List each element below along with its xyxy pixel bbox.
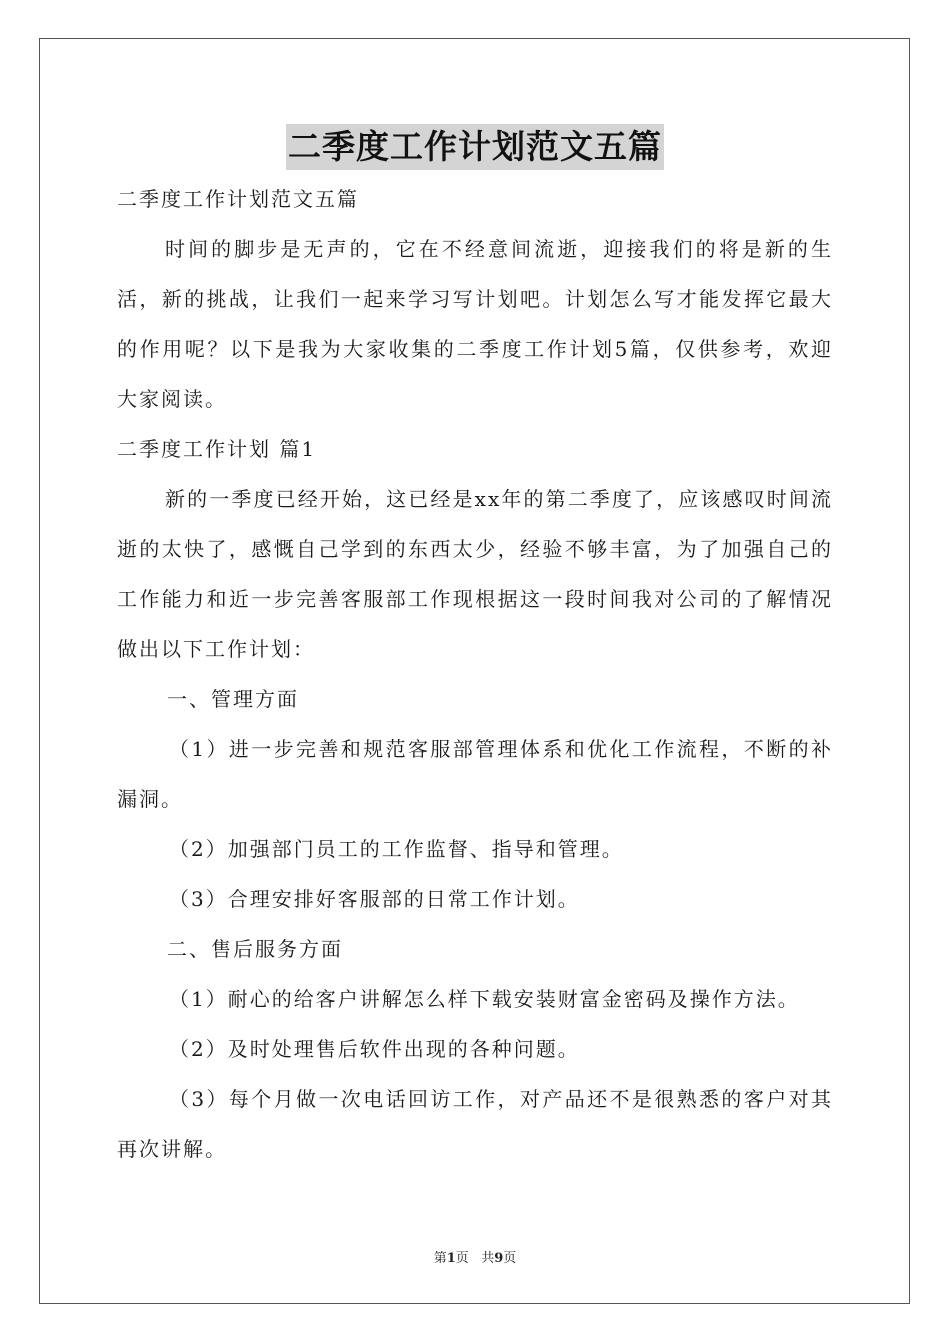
subsection-heading-after-sales: 二、售后服务方面 — [167, 937, 343, 961]
total-prefix: 共 — [481, 1251, 495, 1266]
intro-paragraph: 时间的脚步是无声的，它在不经意间流逝，迎接我们的将是新的生活，新的挑战，让我们一起来学习写计划吧。计划怎么写才能发挥它最大的作用呢？以下是我为大家收集的二季度工作计划5篇，仅供参考，欢迎大家阅读。 — [117, 237, 833, 411]
page-footer — [0, 1247, 950, 1266]
section-heading: 二季度工作计划 篇1 — [117, 437, 317, 461]
total-suffix: 页 — [503, 1251, 517, 1266]
list-item: （2）及时处理售后软件出现的各种问题。 — [169, 1037, 580, 1061]
list-item: （2）加强部门员工的工作监督、指导和管理。 — [169, 837, 624, 861]
list-item: （3）合理安排好客服部的日常工作计划。 — [169, 887, 580, 911]
page-suffix: 页 — [455, 1251, 469, 1266]
document-title: 二季度工作计划范文五篇 — [286, 124, 664, 170]
title-wrap — [0, 124, 950, 170]
list-item: （1）进一步完善和规范客服部管理体系和优化工作流程，不断的补漏洞。 — [117, 737, 833, 811]
list-item: （1）耐心的给客户讲解怎么样下载安装财富金密码及操作方法。 — [169, 987, 800, 1011]
page-number: 1 — [446, 1251, 456, 1266]
subsection-heading-management: 一、管理方面 — [167, 687, 299, 711]
subtitle: 二季度工作计划范文五篇 — [117, 187, 359, 211]
total-pages: 9 — [494, 1251, 504, 1266]
page-prefix: 第 — [433, 1251, 447, 1266]
body-paragraph: 新的一季度已经开始，这已经是xx年的第二季度了，应该感叹时间流逝的太快了，感慨自己学到的东西太少，经验不够丰富，为了加强自己的工作能力和近一步完善客服部工作现根据这一段时间我对公司的了解情况做出以下工作计划： — [117, 487, 833, 661]
document-body — [117, 174, 833, 1174]
list-item: （3）每个月做一次电话回访工作，对产品还不是很熟悉的客户对其再次讲解。 — [117, 1087, 833, 1161]
